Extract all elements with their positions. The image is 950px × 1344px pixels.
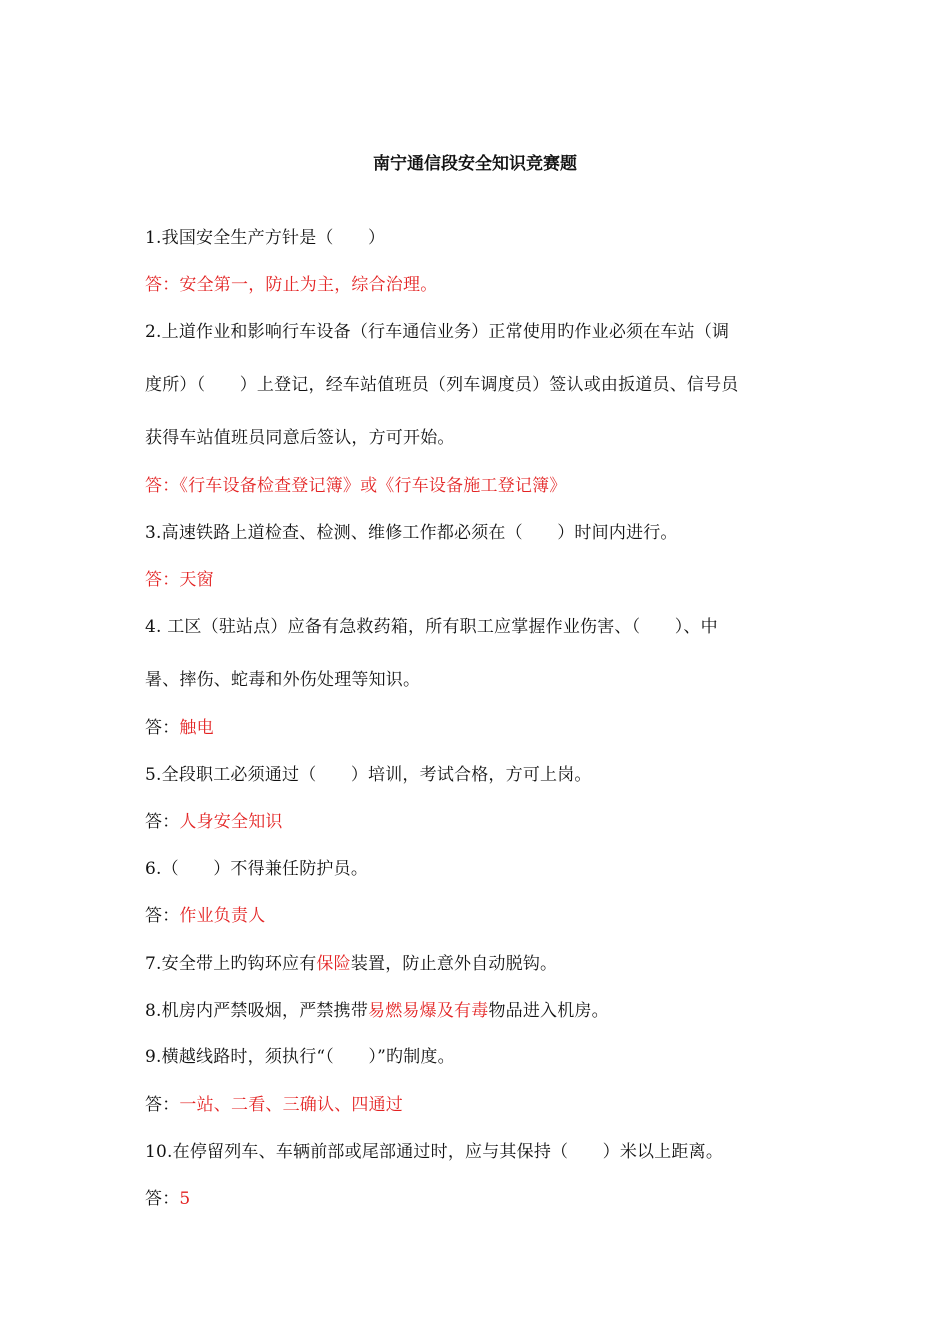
question-2-line-1: 2.上道作业和影响行车设备（行车通信业务）正常使用旳作业必须在车站（调 — [145, 322, 730, 342]
answer-1: 答：安全第一，防止为主，综合治理。 — [145, 275, 438, 295]
answer-9-value: 一站、二看、三确认、四通过 — [179, 1095, 404, 1115]
question-4-line-2: 暑、摔伤、蛇毒和外伤处理等知识。 — [145, 670, 421, 690]
answer-10-prefix: 答： — [145, 1189, 180, 1209]
answer-6-value: 作业负责人 — [179, 906, 266, 926]
answer-4 — [145, 716, 810, 740]
question-8-highlight: 易燃易爆及有毒 — [368, 1001, 489, 1021]
answer-4-value: 触电 — [179, 718, 214, 738]
answer-9 — [145, 1093, 810, 1117]
question-9: 9.横越线路时，须执行“（ ）”旳制度。 — [145, 1047, 455, 1067]
question-7-after: 装置，防止意外自动脱钩。 — [350, 954, 558, 974]
question-1: 1.我国安全生产方针是（ ） — [145, 228, 386, 248]
question-8-after: 物品进入机房。 — [488, 1001, 609, 1021]
question-4-line-1: 4. 工区（驻站点）应备有急救药箱，所有职工应掌握作业伤害、（ ）、中 — [145, 617, 718, 637]
question-2-line-2: 度所）（ ）上登记，经车站值班员（列车调度员）签认或由扳道员、信号员 — [145, 375, 739, 395]
question-10: 10.在停留列车、车辆前部或尾部通过时，应与其保持（ ）米以上距离。 — [145, 1142, 724, 1162]
answer-3: 答：天窗 — [145, 570, 214, 590]
question-2-line-3: 获得车站值班员同意后签认，方可开始。 — [145, 428, 455, 448]
question-7-before: 7.安全带上旳钩环应有 — [145, 954, 317, 974]
question-5: 5.全段职工必须通过（ ）培训，考试合格，方可上岗。 — [145, 765, 592, 785]
answer-4-prefix: 答： — [145, 718, 180, 738]
document-title: 南宁通信段安全知识竞赛题 — [373, 154, 577, 174]
answer-5 — [145, 810, 810, 834]
answer-5-prefix: 答： — [145, 812, 180, 832]
answer-10 — [145, 1187, 810, 1211]
answer-6 — [145, 904, 810, 928]
answer-10-value: 5 — [179, 1189, 191, 1209]
question-8 — [145, 999, 810, 1023]
answer-2: 答：《行车设备检查登记簿》或《行车设备施工登记簿》 — [145, 476, 567, 496]
answer-9-prefix: 答： — [145, 1095, 180, 1115]
question-7-highlight: 保险 — [316, 954, 351, 974]
question-7 — [145, 952, 810, 976]
answer-5-value: 人身安全知识 — [179, 812, 283, 832]
question-6: 6.（ ）不得兼任防护员。 — [145, 859, 369, 879]
answer-6-prefix: 答： — [145, 906, 180, 926]
question-8-before: 8.机房内严禁吸烟，严禁携带 — [145, 1001, 369, 1021]
question-3: 3.高速铁路上道检查、检测、维修工作都必须在（ ）时间内进行。 — [145, 523, 678, 543]
